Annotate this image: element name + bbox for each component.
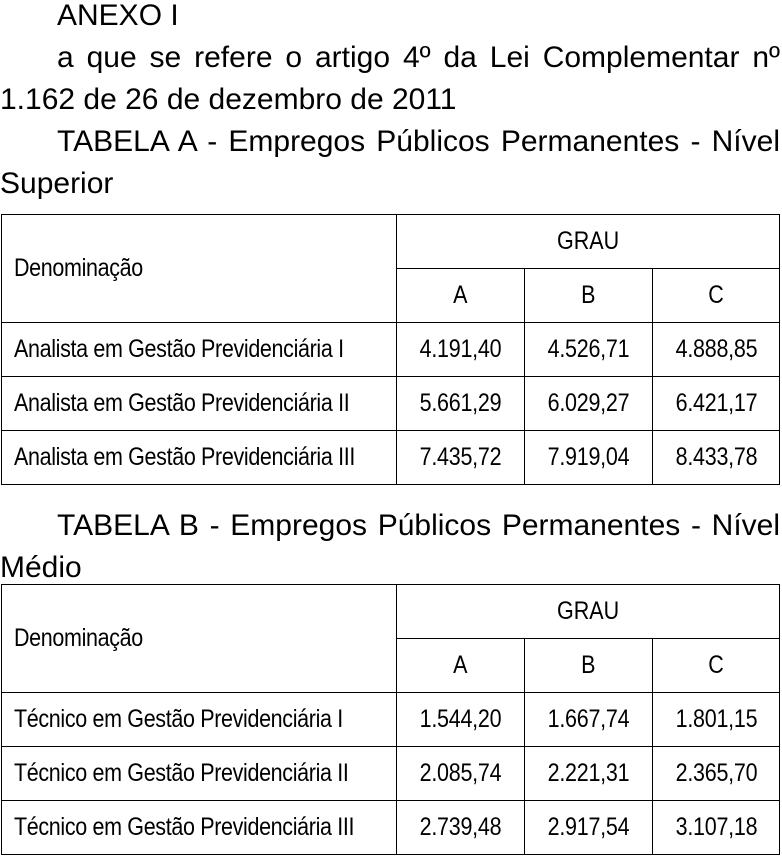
table-row bbox=[2, 323, 780, 377]
table-a-value-c: 4.888,85 bbox=[653, 323, 780, 377]
table-b-value-a: 2.085,74 bbox=[397, 747, 525, 801]
table-a-header-denomination: Denominação bbox=[2, 215, 397, 323]
table-a-header-grau: GRAU bbox=[397, 215, 780, 269]
table-a-value-c: 6.421,17 bbox=[653, 377, 780, 431]
table-a-grade-a: A bbox=[397, 269, 525, 323]
table-a-row-name: Analista em Gestão Previdenciária II bbox=[2, 377, 397, 431]
table-b-row-name: Técnico em Gestão Previdenciária I bbox=[2, 693, 397, 747]
table-a-value-b: 6.029,27 bbox=[525, 377, 653, 431]
table-row bbox=[2, 801, 780, 855]
table-b-row-name: Técnico em Gestão Previdenciária II bbox=[2, 747, 397, 801]
table-b-header-grau: GRAU bbox=[397, 585, 780, 639]
table-a-grade-c: C bbox=[653, 269, 780, 323]
table-b-header-row bbox=[2, 585, 780, 639]
table-a-value-a: 4.191,40 bbox=[397, 323, 525, 377]
table-b-value-a: 1.544,20 bbox=[397, 693, 525, 747]
table-a-grade-b: B bbox=[525, 269, 653, 323]
table-row bbox=[2, 431, 780, 485]
table-a-value-a: 7.435,72 bbox=[397, 431, 525, 485]
table-b-value-c: 2.365,70 bbox=[653, 747, 780, 801]
annex-reference: a que se refere o artigo 4º da Lei Complementar nº 1.162 de 26 de dezembro de 2011 bbox=[0, 41, 780, 116]
table-a-value-c: 8.433,78 bbox=[653, 431, 780, 485]
table-b-grade-b: B bbox=[525, 639, 653, 693]
table-row bbox=[2, 693, 780, 747]
table-b-value-b: 1.667,74 bbox=[525, 693, 653, 747]
table-b-value-c: 3.107,18 bbox=[653, 801, 780, 855]
table-b bbox=[1, 584, 780, 855]
table-a-row-name: Analista em Gestão Previdenciária I bbox=[2, 323, 397, 377]
table-a-value-a: 5.661,29 bbox=[397, 377, 525, 431]
table-row bbox=[2, 377, 780, 431]
table-a-header-row bbox=[2, 215, 780, 269]
table-b-value-a: 2.739,48 bbox=[397, 801, 525, 855]
table-b-row-name: Técnico em Gestão Previdenciária III bbox=[2, 801, 397, 855]
annex-title: ANEXO I bbox=[57, 0, 179, 32]
table-b-title: TABELA B - Empregos Públicos Permanentes - Nível Médio bbox=[0, 509, 780, 584]
table-a-title: TABELA A - Empregos Públicos Permanentes - Nível Superior bbox=[0, 125, 780, 200]
table-b-value-c: 1.801,15 bbox=[653, 693, 780, 747]
table-a-value-b: 7.919,04 bbox=[525, 431, 653, 485]
table-b-value-b: 2.917,54 bbox=[525, 801, 653, 855]
table-a-row-name: Analista em Gestão Previdenciária III bbox=[2, 431, 397, 485]
table-b-grade-a: A bbox=[397, 639, 525, 693]
table-a-value-b: 4.526,71 bbox=[525, 323, 653, 377]
table-b-grade-c: C bbox=[653, 639, 780, 693]
table-row bbox=[2, 747, 780, 801]
table-b-header-denomination: Denominação bbox=[2, 585, 397, 693]
table-a bbox=[1, 214, 780, 485]
table-b-value-b: 2.221,31 bbox=[525, 747, 653, 801]
